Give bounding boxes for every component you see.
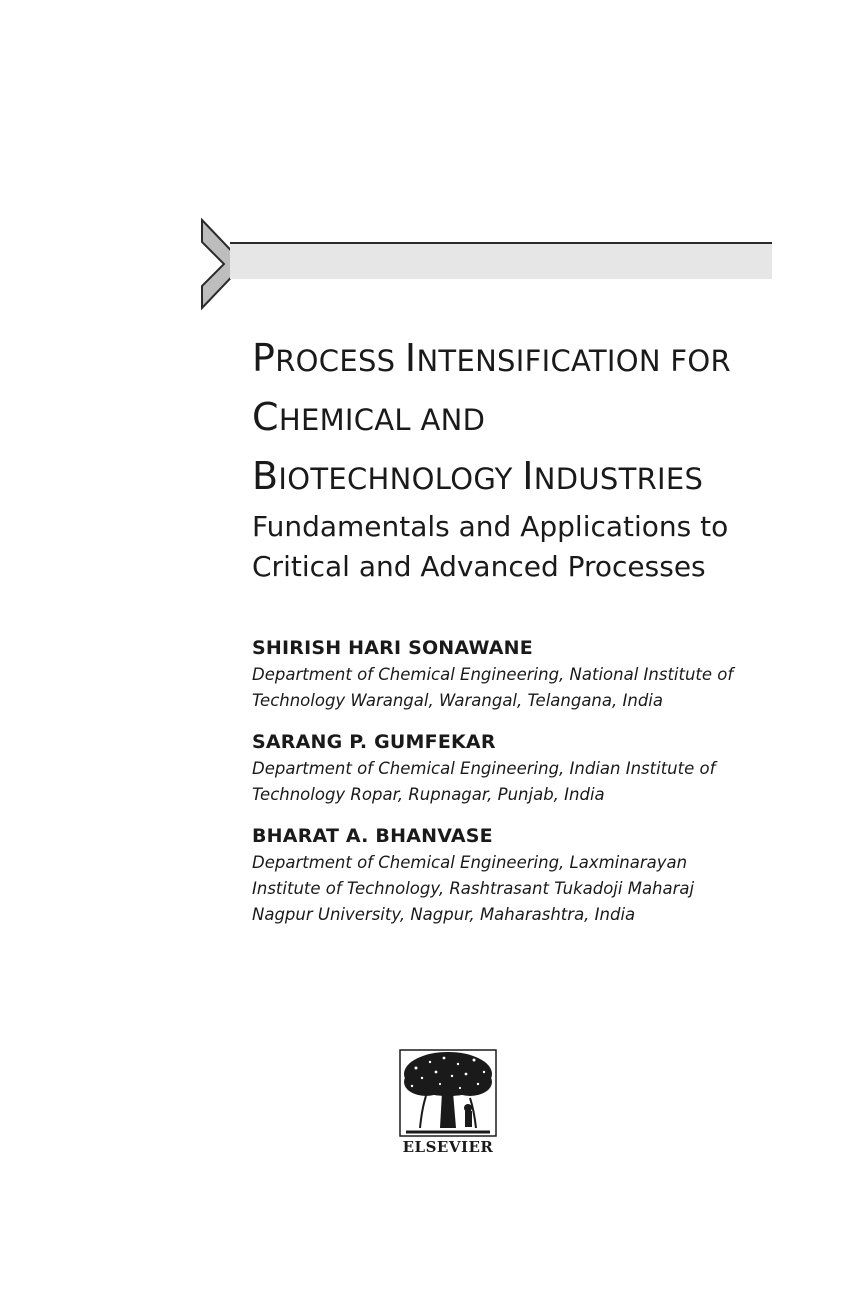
title-line-1: [252, 330, 812, 389]
author-affiliation: Department of Chemical Engineering, Laxminarayan: [252, 853, 688, 872]
author-entry: [252, 634, 812, 714]
title-word: PROCESS: [252, 336, 396, 380]
title-word: FOR: [670, 344, 731, 378]
author-entry: [252, 822, 812, 928]
author-affiliation: Nagpur University, Nagpur, Maharashtra, India: [252, 905, 636, 924]
elsevier-tree-logo-icon: [396, 1048, 500, 1138]
author-affiliation: Technology Warangal, Warangal, Telangana, India: [252, 691, 663, 710]
header-band: [200, 218, 772, 310]
author-affiliation: Department of Chemical Engineering, National Institute of: [252, 665, 734, 684]
author-affiliation: Institute of Technology, Rashtrasant Tukadoji Maharaj: [252, 879, 695, 898]
title-word: INTENSIFICATION: [404, 336, 661, 380]
author-name: SARANG P. GUMFEKAR: [252, 731, 496, 753]
title-word: AND: [420, 403, 486, 437]
author-affiliation: Department of Chemical Engineering, Indian Institute of: [252, 759, 716, 778]
title-block: [252, 330, 812, 587]
publisher-logo: [396, 1048, 500, 1164]
subtitle-line-2: Critical and Advanced Processes: [252, 550, 706, 583]
author-name: SHIRISH HARI SONAWANE: [252, 637, 533, 659]
title-line-2: [252, 389, 812, 448]
title-word: CHEMICAL: [252, 395, 411, 439]
authors-list: [252, 634, 812, 942]
subtitle-line-1: Fundamentals and Applications to: [252, 510, 729, 543]
title-line-3: [252, 448, 812, 507]
publisher-wordmark: ELSEVIER: [402, 1138, 494, 1156]
title-word: INDUSTRIES: [522, 454, 704, 498]
header-gray-band: [230, 244, 772, 279]
author-name: BHARAT A. BHANVASE: [252, 825, 493, 847]
author-entry: [252, 728, 812, 808]
author-affiliation: Technology Ropar, Rupnagar, Punjab, India: [252, 785, 605, 804]
title-word: BIOTECHNOLOGY: [252, 454, 513, 498]
